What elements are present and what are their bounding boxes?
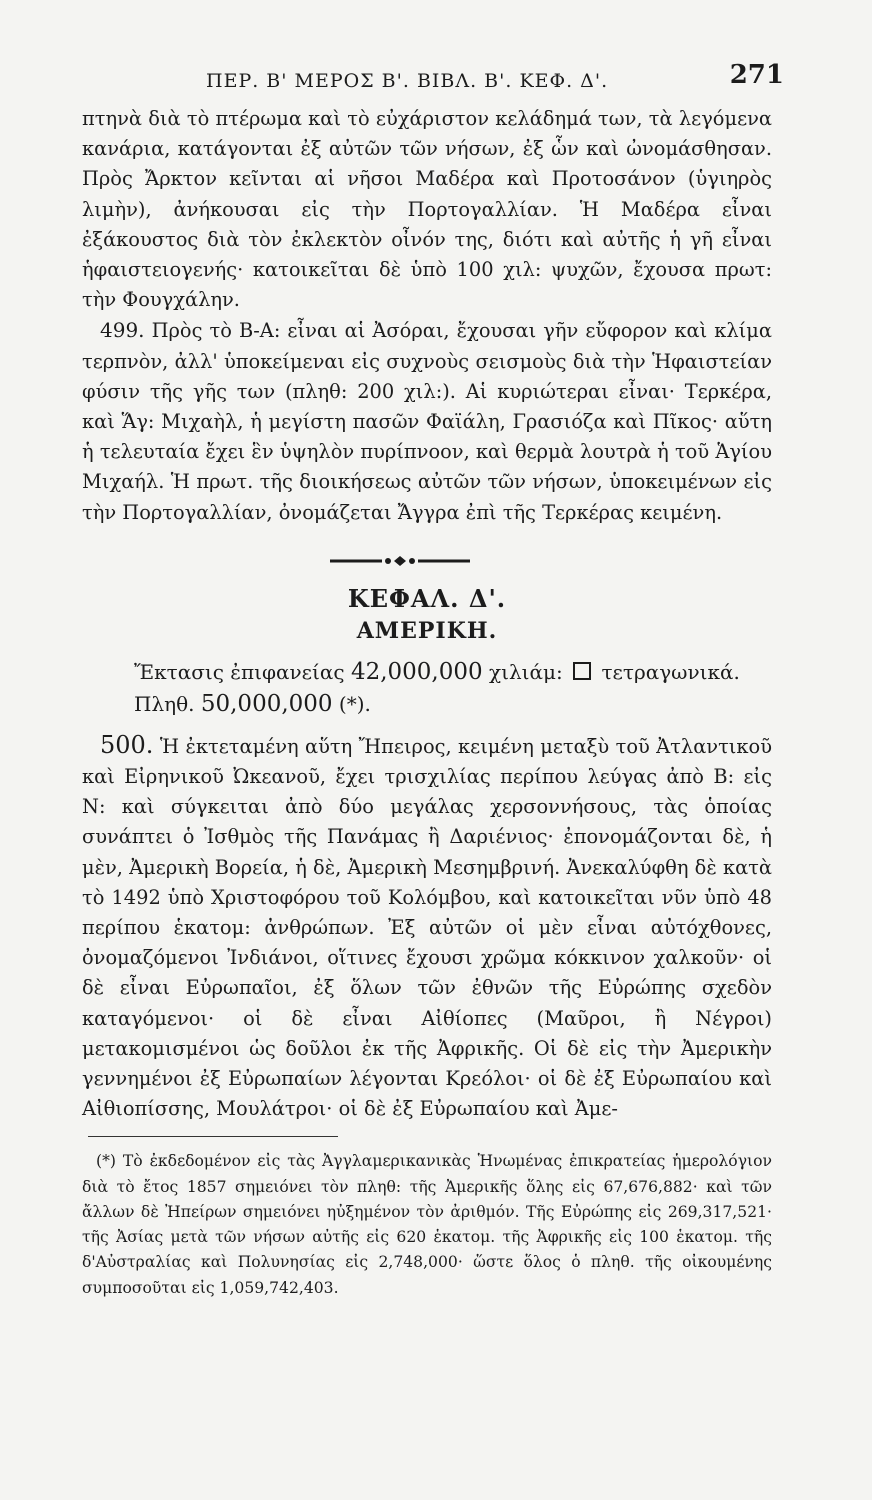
footnote-divider [88, 1136, 338, 1137]
ornament-divider [82, 554, 772, 570]
page-header [82, 60, 784, 104]
area-value: 42,000,000 [350, 658, 483, 685]
chapter-title: ΚΕΦΑΛ. Δ'. [347, 583, 507, 613]
book-page [82, 60, 784, 1301]
paragraph-intro-text: πτηνὰ διὰ τὸ πτέρωμα καὶ τὸ εὐχάριστον κελάδημά των, τὰ λεγόμενα κανάρια, κατάγονται ἐξ αὐτῶν τῶν νήσων, ἐξ ὧν καὶ ὠνομάσθησαν. Πρὸς Ἄρκτον κεῖνται αἱ νῆσοι Μαδέρα καὶ Προτοσάνον (ὑγιηρὸς λιμὴν), ἀνήκουσαι εἰς τὴν Πορτογαλλίαν. Ἡ Μαδέρα εἶναι ἐξάκουστος διὰ τὸν ἐκλεκτὸν οἶνόν της, διότι καὶ αὐτῆς ἡ γῆ εἶναι ἡφαιστειογενής· κατοικεῖται δὲ ὑπὸ 100 χιλ: ψυχῶν, ἔχουσα πρωτ: τὴν Φουγχάλην. [82, 107, 772, 312]
area-unit: χιλιάμ: [489, 659, 563, 684]
paragraph-500 [82, 730, 772, 1125]
population-value: 50,000,000 [200, 690, 333, 717]
ornament-icon [330, 554, 470, 568]
paragraph-499 [82, 315, 772, 527]
population-label: Πληθ. [134, 691, 195, 716]
section-title: ΑΜΕΡΙΚΗ. [356, 617, 498, 644]
area-stat [134, 656, 772, 688]
paragraph-499-text: Πρὸς τὸ Β-Α: εἶναι αἱ Ἀσόραι, ἔχουσαι γῆν εὔφορον καὶ κλίμα τερπνὸν, ἀλλ' ὑποκείμεναι εἰς συχνοὺς σεισμοὺς διὰ τὴν Ἡφαιστείαν φύσιν τῆς γῆς των (πληθ: 200 χιλ:). Αἱ κυριώτεραι εἶναι· Τερκέρα, καὶ Ἅγ: Μιχαὴλ, ἡ μεγίστη πασῶν Φαϊάλη, Γρασιόζα καὶ Πῖκος· αὕτη ἡ τελευταία ἔχει ἓν ὑψηλὸν πυρίπνοον, καὶ θερμὰ λουτρὰ ἡ τοῦ Ἁγίου Μιχαήλ. Ἡ πρωτ. τῆς διοικήσεως αὐτῶν τῶν νήσων, ὑποκειμένων εἰς τὴν Πορτογαλλίαν, ὀνομάζεται Ἄγγρα ἐπὶ τῆς Τερκέρας κειμένη. [82, 319, 772, 524]
footnote [82, 1149, 772, 1300]
running-title: ΠΕΡ. Β' ΜΕΡΟΣ Β'. ΒΙΒΛ. Β'. ΚΕΦ. Δ'. [206, 70, 609, 92]
paragraph-number-500: 500. [100, 730, 154, 759]
paragraph-number-499: 499. [100, 318, 145, 343]
paragraph-500-text: Ἡ ἐκτεταμένη αὕτη Ἤπειρος, κειμένη μεταξὺ τοῦ Ἀτλαντικοῦ καὶ Εἰρηνικοῦ Ὠκεανοῦ, ἔχει τρισχιλίας περίπου λεύγας ἀπὸ Β: εἰς Ν: καὶ σύγκειται ἀπὸ δύο μεγάλας χερσοννήσους, τὰς ὁποίας συνάπτει ὁ Ἰσθμὸς τῆς Πανάμας ἢ Δαριένιος· ἐπονομάζονται δὲ, ἡ μὲν, Ἀμερικὴ Βορεία, ἡ δὲ, Ἀμερικὴ Μεσημβρινή. Ἀνεκαλύφθη δὲ κατὰ τὸ 1492 ὑπὸ Χριστοφόρου τοῦ Κολόμβου, καὶ κατοικεῖται νῦν ὑπὸ 48 περίπου ἑκατομ: ἀνθρώπων. Ἐξ αὐτῶν οἱ μὲν εἶναι αὐτόχθονες, ὀνομαζόμενοι Ἰνδιάνοι, οἵτινες ἔχουσι χρῶμα κόκκινον χαλκοῦν· οἱ δὲ εἶναι Εὐρωπαῖοι, ἐξ ὅλων τῶν ἐθνῶν τῆς Εὐρώπης σχεδὸν καταγόμενοι· οἱ δὲ εἶναι Αἰθίοπες (Μαῦροι, ἢ Νέγροι) μετακομισμένοι ὡς δοῦλοι ἐκ τῆς Ἀφρικῆς. Οἱ δὲ εἰς τὴν Ἀμερικὴν γεννημένοι ἐξ Εὐρωπαίων λέγονται Κρεόλοι· οἱ δὲ ἐξ Εὐρωπαίου καὶ Αἰθιοπίσσης, Μουλάτροι· οἱ δὲ ἐξ Εὐρωπαίου καὶ Ἀμε- [82, 734, 772, 1121]
page-number: 271 [729, 60, 784, 90]
population-footnote-ref: (*). [338, 691, 371, 716]
population-stat [134, 688, 772, 720]
paragraph-intro [82, 104, 772, 315]
footnote-text: (*) Τὸ ἐκδεδομένον εἰς τὰς Ἀγγλαμερικανικὰς Ἡνωμένας ἐπικρατείας ἡμερολόγιον διὰ τὸ ἔτος 1857 σημειόνει τὸν πληθ: τῆς Ἀμερικῆς ὅλης εἰς 67,676,882· καὶ τῶν ἄλλων δὲ Ἠπείρων σημειόνει ηὐξημένον τὸν ἀριθμόν. Τῆς Εὐρώπης εἰς 269,317,521· τῆς Ἀσίας μετὰ τῶν νήσων αὐτῆς εἰς 620 ἑκατομ. τῆς Ἀφρικῆς εἰς 100 ἑκατομ. τῆς δ'Αὐστραλίας καὶ Πολυνησίας εἰς 2,748,000· ὥστε ὅλος ὁ πληθ. τῆς οἰκουμένης συμποσοῦται εἰς 1,059,742,403. [82, 1152, 772, 1297]
square-icon [573, 662, 591, 680]
area-unit-square: τετραγωνικά. [601, 659, 740, 684]
area-label: Ἔκτασις ἐπιφανείας [134, 659, 345, 684]
